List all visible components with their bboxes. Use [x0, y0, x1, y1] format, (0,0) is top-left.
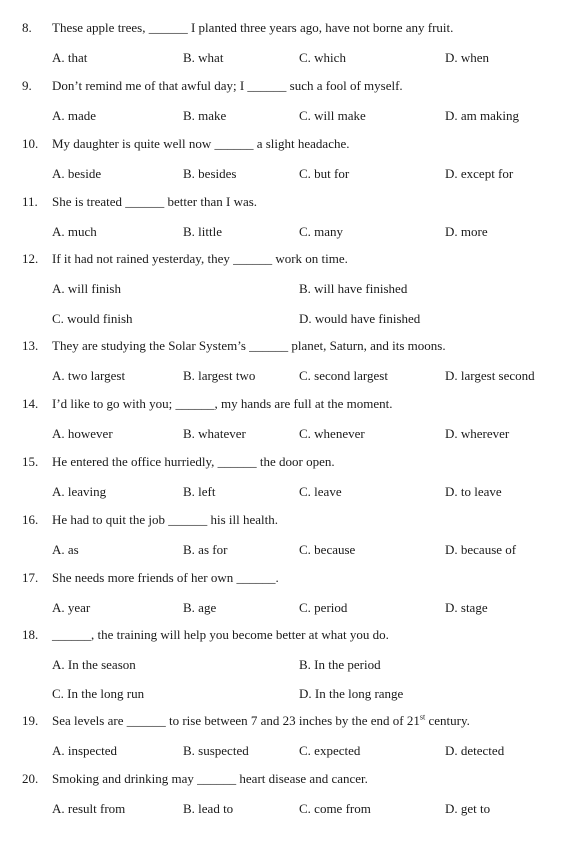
option-c[interactable]: C. In the long run [52, 686, 145, 701]
question-number: 17. [22, 570, 39, 585]
question-number: 19. [22, 713, 39, 728]
option-a[interactable]: A. beside [52, 166, 102, 181]
option-d[interactable]: D. would have finished [299, 311, 421, 326]
option-c[interactable]: C. would finish [52, 311, 133, 326]
question-text: He had to quit the job ______ his ill health. [52, 512, 279, 527]
question-14 [0, 394, 580, 444]
option-a[interactable]: A. much [52, 224, 97, 239]
question-12 [0, 249, 580, 329]
question-text: These apple trees, ______ I planted three years ago, have not borne any fruit. [52, 20, 454, 35]
question-17 [0, 568, 580, 618]
question-text: Smoking and drinking may ______ heart disease and cancer. [52, 771, 368, 786]
question-number: 11. [22, 194, 38, 209]
question-text: He entered the office hurriedly, ______ the door open. [52, 454, 335, 469]
option-d[interactable]: D. because of [445, 542, 517, 557]
option-d[interactable]: D. more [445, 224, 488, 239]
question-8 [0, 18, 580, 68]
option-c[interactable]: C. which [299, 50, 346, 65]
option-b[interactable]: B. largest two [183, 368, 256, 383]
option-b[interactable]: B. age [183, 600, 217, 615]
option-a[interactable]: A. as [52, 542, 79, 557]
option-b[interactable]: B. what [183, 50, 224, 65]
question-number: 15. [22, 454, 39, 469]
question-number: 8. [22, 20, 32, 35]
option-c[interactable]: C. because [299, 542, 356, 557]
option-b[interactable]: B. left [183, 484, 216, 499]
option-a[interactable]: A. however [52, 426, 113, 441]
option-d[interactable]: D. am making [445, 108, 520, 123]
question-text: My daughter is quite well now ______ a slight headache. [52, 136, 350, 151]
question-number: 16. [22, 512, 39, 527]
question-number: 13. [22, 338, 39, 353]
option-a[interactable]: A. inspected [52, 743, 117, 758]
option-c[interactable]: C. but for [299, 166, 350, 181]
question-11 [0, 192, 580, 242]
option-c[interactable]: C. expected [299, 743, 361, 758]
option-d[interactable]: D. detected [445, 743, 505, 758]
option-a[interactable]: A. leaving [52, 484, 107, 499]
option-b[interactable]: B. whatever [183, 426, 246, 441]
option-a[interactable]: A. two largest [52, 368, 126, 383]
question-number: 20. [22, 771, 39, 786]
option-b[interactable]: B. little [183, 224, 222, 239]
question-text: She is treated ______ better than I was. [52, 194, 258, 209]
ordinal-suffix: st [419, 712, 426, 722]
option-d[interactable]: D. largest second [445, 368, 535, 383]
option-d[interactable]: D. stage [445, 600, 488, 615]
question-number: 9. [22, 78, 32, 93]
option-c[interactable]: C. leave [299, 484, 342, 499]
option-b[interactable]: B. besides [183, 166, 237, 181]
option-c[interactable]: C. second largest [299, 368, 388, 383]
option-a[interactable]: A. In the season [52, 657, 136, 672]
question-text: I’d like to go with you; ______, my hands are full at the moment. [52, 396, 393, 411]
question-text: She needs more friends of her own ______. [52, 570, 279, 585]
option-c[interactable]: C. period [299, 600, 348, 615]
option-d[interactable]: D. to leave [445, 484, 502, 499]
option-a[interactable]: A. result from [52, 801, 126, 816]
option-a[interactable]: A. that [52, 50, 88, 65]
option-c[interactable]: C. come from [299, 801, 371, 816]
option-b[interactable]: B. will have finished [299, 281, 408, 296]
option-d[interactable]: D. except for [445, 166, 514, 181]
option-a[interactable]: A. made [52, 108, 97, 123]
question-number: 18. [22, 627, 39, 642]
option-c[interactable]: C. will make [299, 108, 366, 123]
question-text: They are studying the Solar System’s ______ planet, Saturn, and its moons. [52, 338, 446, 353]
question-16 [0, 510, 580, 560]
option-b[interactable]: B. as for [183, 542, 228, 557]
option-b[interactable]: B. make [183, 108, 227, 123]
option-a[interactable]: A. will finish [52, 281, 121, 296]
question-20 [0, 769, 580, 819]
question-10 [0, 134, 580, 184]
option-d[interactable]: D. when [445, 50, 490, 65]
question-13 [0, 336, 580, 386]
question-number: 10. [22, 136, 39, 151]
option-d[interactable]: D. In the long range [299, 686, 404, 701]
question-9 [0, 76, 580, 126]
question-19 [0, 711, 580, 761]
option-c[interactable]: C. whenever [299, 426, 365, 441]
question-number: 12. [22, 251, 39, 266]
option-d[interactable]: D. wherever [445, 426, 510, 441]
option-c[interactable]: C. many [299, 224, 344, 239]
option-b[interactable]: B. In the period [299, 657, 381, 672]
option-d[interactable]: D. get to [445, 801, 491, 816]
question-text: Don’t remind me of that awful day; I ______ such a fool of myself. [52, 78, 403, 93]
question-text: If it had not rained yesterday, they ______ work on time. [52, 251, 348, 266]
question-text: Sea levels are ______ to rise between 7 and 23 inches by the end of 21st century. [52, 712, 470, 728]
question-number: 14. [22, 396, 39, 411]
question-text: ______, the training will help you become better at what you do. [52, 627, 389, 642]
option-b[interactable]: B. lead to [183, 801, 234, 816]
question-15 [0, 452, 580, 502]
option-b[interactable]: B. suspected [183, 743, 249, 758]
option-a[interactable]: A. year [52, 600, 91, 615]
question-18 [0, 625, 580, 704]
